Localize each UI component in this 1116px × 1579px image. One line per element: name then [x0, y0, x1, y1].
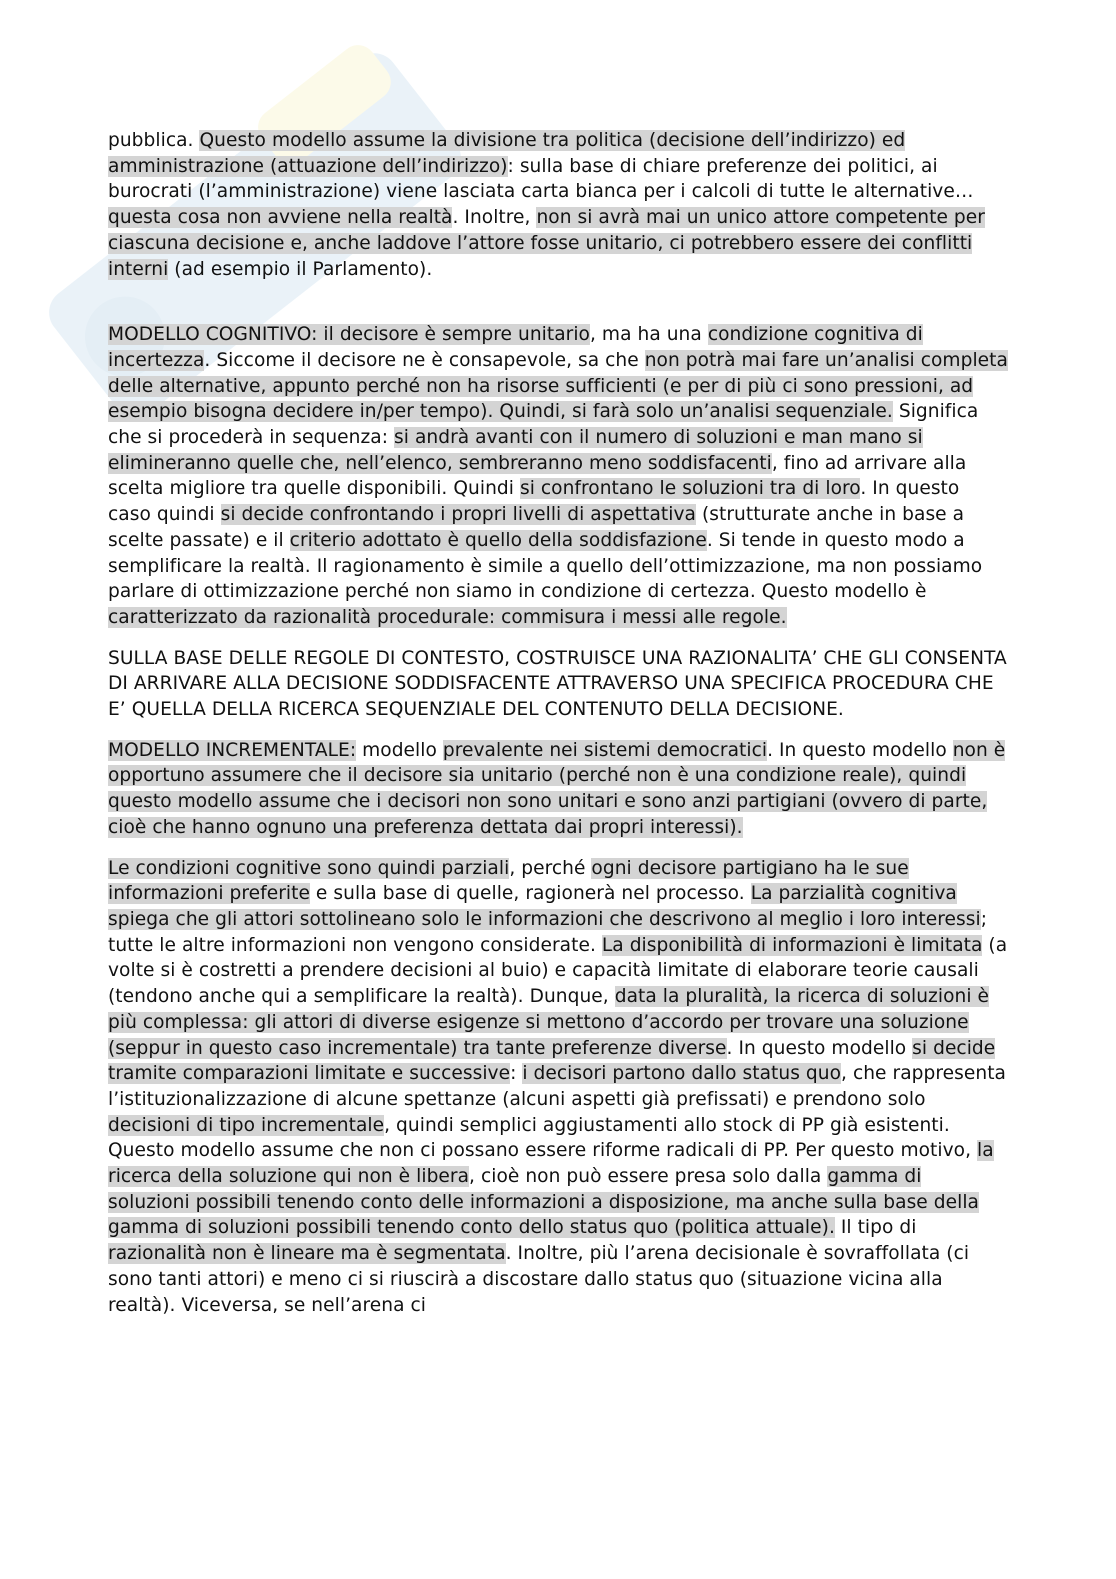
highlighted-text: MODELLO INCREMENTALE: — [108, 739, 357, 761]
highlighted-text: questa cosa non avviene nella realtà — [108, 207, 453, 229]
highlighted-text: La parzialità cognitiva spiega che gli attori sottolineano solo le informazioni che descrivono al meglio i loro interessi — [108, 883, 981, 930]
body-text: . In questo modello — [767, 739, 953, 761]
body-text: : sulla base di chiare preferenze dei politici, ai burocrati (l’amministrazione) viene lasciata carta bianca per i calcoli di tutte le alternative… — [108, 155, 974, 203]
highlighted-text: si confrontano le soluzioni tra di loro — [519, 478, 861, 500]
paragraph — [108, 128, 1008, 282]
body-text: SULLA BASE DELLE REGOLE DI CONTESTO, COSTRUISCE UNA RAZIONALITA’ CHE GLI CONSENTA DI ARRIVARE ALLA DECISIONE SODDISFACENTE ATTRAVERSO UNA SPECIFICA PROCEDURA CHE E’ QUELLA DELLA RICERCA SEQUENZIALE DEL CONTENUTO DELLA DECISIONE. — [108, 647, 1007, 721]
body-text: . Siccome il decisore ne è consapevole, sa che — [204, 349, 645, 371]
highlighted-text: gamma di soluzioni possibili tenendo conto delle informazioni a disposizione, ma anche sulla base della gamma di soluzioni possibili tenendo conto dello status quo (politica attuale). — [108, 1166, 979, 1239]
highlighted-text: decisioni di tipo incrementale — [108, 1114, 385, 1136]
body-text: (strutturate anche in base a scelte passate) e il — [108, 504, 965, 551]
body-text: Significa che si procederà in sequenza: — [108, 401, 979, 449]
body-text: modello — [356, 739, 443, 761]
highlighted-text: razionalità non è lineare ma è segmentata — [108, 1243, 506, 1265]
highlighted-text: non si avrà mai un unico attore competente per ciascuna decisione e, anche laddove l’attore fosse unitario, ci potrebbero essere dei conflitti interni — [108, 207, 985, 280]
body-text: (a volte si è costretti a prendere decisioni al buio) e capacità limitate di elaborare teorie causali (tendono anche qui a semplificare la realtà). Dunque, — [108, 934, 1008, 1008]
body-text: (ad esempio il Parlamento). — [168, 258, 433, 280]
body-text: pubblica. — [108, 130, 200, 151]
body-text: : — [510, 1063, 523, 1085]
body-text: , fino ad arrivare alla scelta migliore tra quelle disponibili. Quindi — [108, 452, 967, 500]
highlighted-text: caratterizzato da razionalità procedurale: commisura i messi alle regole. — [108, 606, 787, 628]
highlighted-text: si decide confrontando i propri livelli di aspettativa — [220, 504, 696, 526]
highlighted-text: data la pluralità, la ricerca di soluzioni è più complessa: gli attori di diverse esigenze si mettono d’accordo per trovare una soluzione (seppur in questo caso incrementale) tra tante preferenze diverse — [108, 986, 990, 1059]
highlighted-text: Questo modello assume la divisione tra politica (decisione dell’indirizzo) ed amministrazione (attuazione dell’indirizzo) — [108, 130, 906, 177]
highlighted-text: La disponibilità di informazioni è limitata — [601, 934, 983, 956]
document-body — [108, 128, 1008, 1333]
highlighted-text: ogni decisore partigiano ha le sue informazioni preferite — [108, 857, 909, 905]
body-text: . Si tende in questo modo a semplificare la realtà. Il ragionamento è simile a quello dell’ottimizzazione, ma non possiamo parlare di ottimizzazione perché non siamo in condizione di certezza. Questo modello è — [108, 529, 983, 603]
body-text: . Inoltre, più l’arena decisionale è sovraffollata (ci sono tanti attori) e meno ci si riuscirà a discostare dallo status quo (situazione vicina alla realtà). Viceversa, se nell’arena ci — [108, 1243, 970, 1316]
highlighted-text: criterio adottato è quello della soddisfazione — [289, 529, 707, 551]
highlighted-text: MODELLO COGNITIVO: il decisore è sempre unitario — [108, 324, 590, 346]
body-text: , che rappresenta l’istituzionalizzazione di alcune spettanze (alcuni aspetti già prefissati) e prendono solo — [108, 1063, 1006, 1110]
paragraph — [108, 646, 1008, 723]
highlighted-text: i decisori partono dallo status quo — [522, 1063, 842, 1085]
highlighted-text: prevalente nei sistemi democratici — [442, 739, 768, 761]
paragraph — [108, 322, 1008, 630]
highlighted-text: si andrà avanti con il numero di soluzioni e man mano si elimineranno quelle che, nell’elenco, sembreranno meno soddisfacenti — [108, 427, 923, 474]
highlighted-text: non è opportuno assumere che il decisore sia unitario (perché non è una condizione reale), quindi questo modello assume che i decisori non sono unitari e sono anzi partigiani (ovvero di parte, cioè che hanno ognuno una preferenza dettata dai propri interessi). — [108, 739, 1006, 838]
body-text: Il tipo di — [834, 1217, 917, 1239]
highlighted-text: la ricerca della soluzione qui non è libera — [108, 1140, 994, 1188]
paragraph — [108, 738, 1008, 841]
body-text: e sulla base di quelle, ragionerà nel processo. — [309, 883, 751, 905]
body-text: , quindi semplici aggiustamenti allo stock di PP già esistenti. Questo modello assume che non ci possano essere riforme radicali di PP. Per questo motivo, — [108, 1114, 977, 1162]
body-text: . In questo modello — [726, 1037, 913, 1059]
body-text: . Inoltre, — [452, 207, 537, 229]
highlighted-text: non potrà mai fare un’analisi completa delle alternative, appunto perché non ha risorse sufficienti (e per di più ci sono pressioni, ad esempio bisogna decidere in/per tempo). Quindi, si farà solo un’analisi sequenziale. — [108, 349, 1008, 423]
highlighted-text: Le condizioni cognitive sono quindi parziali — [108, 857, 510, 879]
highlighted-text: si decide tramite comparazioni limitate e successive — [108, 1037, 996, 1085]
body-text: . In questo caso quindi — [108, 478, 960, 526]
paragraph — [108, 856, 1008, 1319]
body-text: ; tutte le altre informazioni non vengono considerate. — [108, 908, 988, 956]
body-text: , perché — [509, 857, 592, 879]
highlighted-text: condizione cognitiva di incertezza — [108, 324, 923, 371]
body-text: , cioè non può essere presa solo dalla — [469, 1166, 828, 1188]
body-text: , ma ha una — [590, 324, 708, 346]
